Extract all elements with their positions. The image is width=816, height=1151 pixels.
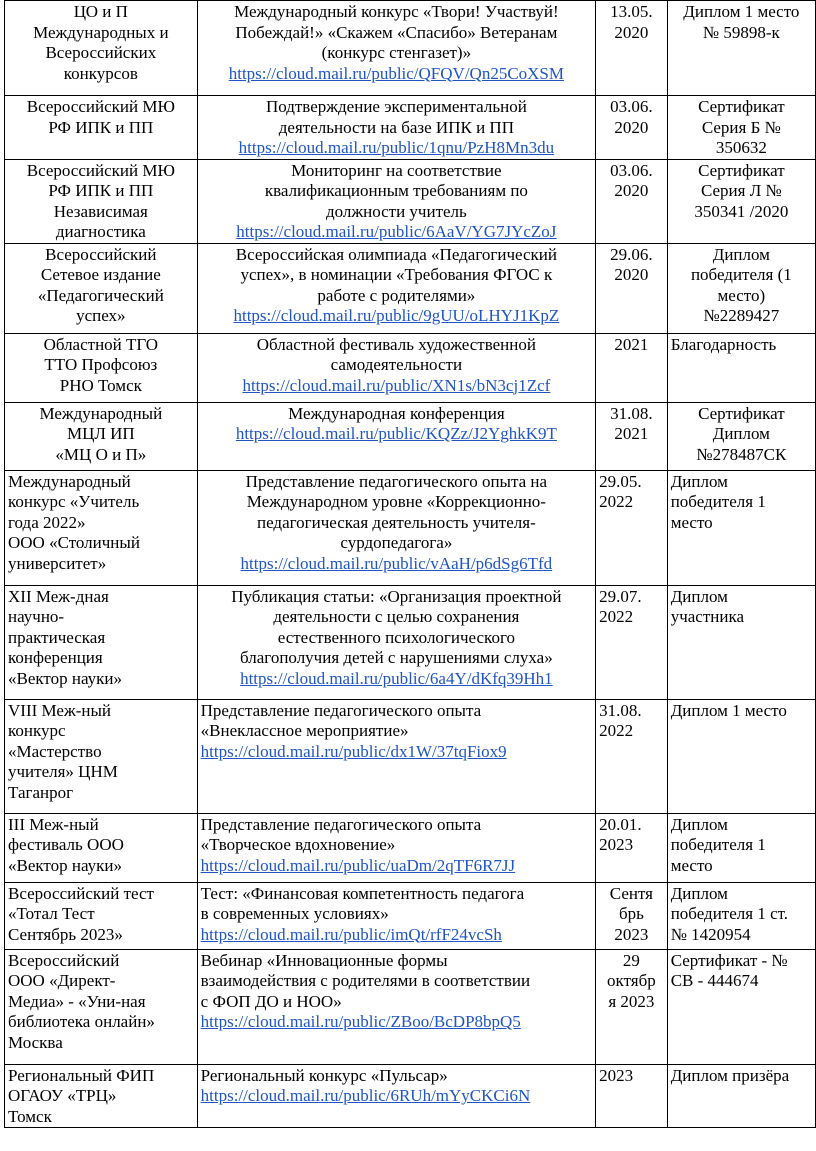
organizer-cell — [5, 159, 198, 243]
result-cell — [667, 159, 815, 243]
event-line: Международном уровне «Коррекционно- — [246, 492, 546, 511]
date-line: Сентя — [609, 883, 653, 903]
result-cell — [667, 243, 815, 333]
organizer-line: библиотека онлайн» — [8, 1012, 155, 1031]
table-row — [5, 243, 816, 333]
organizer-line: ЦО и П — [73, 2, 128, 21]
organizer-line: учителя» ЦНМ — [8, 762, 118, 781]
event-line: самодеятельности — [330, 355, 463, 374]
organizer-line: научно- — [8, 607, 65, 626]
organizer-line: Региональный ФИП — [8, 1065, 155, 1085]
result-line: Диплом — [712, 244, 770, 264]
awards-table-body — [5, 1, 816, 1128]
date-line: 2023 — [599, 1065, 634, 1085]
organizer-line: Томск — [8, 1106, 52, 1126]
date-cell — [596, 585, 668, 699]
event-line: Представление педагогического опыта — [200, 814, 482, 834]
organizer-cell — [5, 96, 198, 160]
table-row — [5, 1064, 816, 1128]
date-line: 31.08. — [599, 700, 642, 720]
organizer-line: VIII Меж-ный — [8, 700, 111, 720]
event-line: взаимодействия с родителями в соответствии — [200, 971, 531, 990]
date-cell — [596, 333, 668, 402]
date-line: 29.05. — [599, 471, 642, 491]
organizer-line: Независимая — [53, 201, 148, 221]
event-cell — [197, 333, 595, 402]
cloud-link[interactable]: https://cloud.mail.ru/public/1qnu/PzH8Mn3du — [238, 138, 555, 157]
result-cell — [667, 699, 815, 813]
organizer-line: конференция — [8, 648, 103, 667]
organizer-cell — [5, 585, 198, 699]
event-line: с ФОП ДО и НОО» — [200, 991, 342, 1011]
organizer-line: Всероссийских — [45, 43, 157, 62]
cloud-link[interactable]: https://cloud.mail.ru/public/9gUU/oLHYJ1KpZ — [233, 306, 560, 325]
organizer-line: Международный — [39, 403, 163, 423]
result-line: победителя 1 ст. — [670, 904, 789, 923]
organizer-line: Сентябрь 2023» — [8, 924, 123, 944]
table-row — [5, 96, 816, 160]
event-cell — [197, 882, 595, 949]
result-line: Диплом — [670, 883, 728, 903]
date-line: 2020 — [614, 117, 649, 137]
result-line: Сертификат — [698, 160, 785, 180]
organizer-line: Международных и — [33, 22, 169, 42]
organizer-line: «Вектор науки» — [8, 855, 123, 875]
result-line: Диплом — [670, 471, 728, 491]
date-line: 2022 — [599, 492, 634, 511]
organizer-line: успех» — [76, 306, 126, 325]
table-row — [5, 470, 816, 585]
organizer-line: «МЦ О и П» — [55, 444, 147, 464]
date-line: 29.07. — [599, 586, 642, 606]
organizer-cell — [5, 470, 198, 585]
event-line: Тест: «Финансовая компетентность педагога — [200, 883, 525, 903]
organizer-cell — [5, 949, 198, 1064]
table-row — [5, 949, 816, 1064]
result-line: №2289427 — [703, 306, 780, 325]
event-cell — [197, 585, 595, 699]
organizer-line: МЦЛ ИП — [66, 424, 135, 443]
date-line: 03.06. — [610, 97, 653, 116]
result-line: Сертификат - № — [670, 950, 788, 970]
organizer-line: ООО «Директ- — [8, 971, 116, 990]
result-line: Диплом — [712, 424, 770, 443]
organizer-cell — [5, 333, 198, 402]
organizer-cell — [5, 882, 198, 949]
date-cell — [596, 402, 668, 470]
organizer-line: года 2022» — [8, 512, 86, 532]
table-row — [5, 1, 816, 96]
organizer-line: Сетевое издание — [40, 265, 161, 284]
organizer-line: Всероссийский МЮ — [26, 160, 175, 180]
event-cell — [197, 159, 595, 243]
date-line: 29.06. — [610, 244, 653, 264]
cloud-link[interactable]: https://cloud.mail.ru/public/imQt/rfF24vcSh — [200, 924, 502, 944]
cloud-link[interactable]: https://cloud.mail.ru/public/uaDm/2qTF6R7JJ — [200, 855, 516, 875]
result-line: место — [670, 512, 713, 532]
date-cell — [596, 882, 668, 949]
event-cell — [197, 949, 595, 1064]
organizer-line: Всероссийский МЮ — [26, 97, 175, 116]
date-cell — [596, 699, 668, 813]
result-line: №278487СК — [696, 444, 787, 464]
table-row — [5, 402, 816, 470]
event-cell — [197, 1, 595, 96]
table-row — [5, 159, 816, 243]
cloud-link[interactable]: https://cloud.mail.ru/public/dx1W/37tqFiox9 — [200, 741, 507, 761]
organizer-line: фестиваль ООО — [8, 835, 124, 854]
organizer-line: III Меж-ный — [8, 814, 99, 834]
event-line: работе с родителями» — [317, 285, 476, 305]
organizer-line: «Педагогический — [37, 285, 164, 305]
date-line: 2022 — [599, 721, 634, 740]
organizer-line: «Мастерство — [8, 741, 102, 761]
organizer-line: Таганрог — [8, 782, 74, 802]
result-cell — [667, 1, 815, 96]
event-line: должности учитель — [325, 201, 467, 221]
event-line: в современных условиях» — [200, 904, 389, 923]
cloud-link[interactable]: https://cloud.mail.ru/public/ZBoo/BcDP8bpQ5 — [200, 1012, 521, 1031]
event-line: деятельности на базе ИПК и ПП — [278, 117, 514, 137]
event-cell — [197, 813, 595, 882]
result-line: участника — [670, 607, 745, 626]
organizer-line: диагностика — [55, 222, 146, 241]
organizer-line: Москва — [8, 1032, 63, 1052]
event-line: естественного психологического — [277, 627, 516, 647]
event-line: Подтверждение экспериментальной — [265, 97, 527, 116]
result-cell — [667, 470, 815, 585]
organizer-line: «Вектор науки» — [8, 668, 123, 688]
cloud-link[interactable]: https://cloud.mail.ru/public/6AaV/YG7JYcZoJ — [236, 222, 557, 241]
organizer-cell — [5, 1, 198, 96]
organizer-line: Всероссийский тест — [8, 883, 154, 903]
result-line: 350341 /2020 — [694, 201, 789, 221]
table-row — [5, 813, 816, 882]
event-cell — [197, 470, 595, 585]
event-line: успех», в номинации «Требования ФГОС к — [240, 265, 553, 284]
event-line: Представление педагогического опыта на — [245, 471, 548, 491]
result-cell — [667, 585, 815, 699]
result-line: Благодарность — [670, 334, 777, 354]
organizer-line: РФ ИПК и ПП — [48, 117, 154, 137]
table-row — [5, 585, 816, 699]
result-line: № 59898-к — [702, 22, 780, 42]
date-line: 2023 — [599, 835, 634, 854]
organizer-line: конкурс — [8, 721, 66, 740]
organizer-line: Международный — [8, 471, 131, 491]
event-line: Международный конкурс «Твори! Участвуй! — [234, 2, 559, 21]
table-row — [5, 333, 816, 402]
result-line: Сертификат — [698, 403, 785, 423]
event-line: «Внеклассное мероприятие» — [200, 721, 409, 740]
result-cell — [667, 333, 815, 402]
event-line: Областной фестиваль художественной — [256, 334, 536, 354]
organizer-cell — [5, 402, 198, 470]
result-cell — [667, 96, 815, 160]
event-line: педагогическая деятельность учителя- — [257, 512, 536, 532]
result-line: победителя (1 — [690, 265, 792, 284]
organizer-cell — [5, 813, 198, 882]
result-line: № 1420954 — [670, 924, 751, 944]
cloud-link[interactable]: https://cloud.mail.ru/public/XN1s/bN3cj1Zcf — [242, 375, 551, 395]
date-line: 03.06. — [610, 160, 653, 180]
date-line: 20.01. — [599, 814, 642, 834]
result-line: Диплом 1 место — [670, 700, 787, 720]
organizer-line: «Тотал Тест — [8, 904, 95, 923]
result-line: Диплом — [670, 586, 728, 606]
organizer-line: практическая — [8, 627, 106, 647]
date-line: я 2023 — [608, 991, 655, 1011]
table-row — [5, 699, 816, 813]
date-line: 2021 — [614, 424, 649, 443]
cloud-link[interactable]: https://cloud.mail.ru/public/6a4Y/dKfq39Hh1 — [240, 668, 553, 688]
organizer-line: ТТО Профсоюз — [44, 355, 158, 374]
result-cell — [667, 1064, 815, 1128]
organizer-cell — [5, 1064, 198, 1128]
result-cell — [667, 949, 815, 1064]
result-line: победителя 1 — [670, 492, 766, 511]
date-line: 13.05. — [610, 2, 653, 21]
date-cell — [596, 470, 668, 585]
event-line: Региональный конкурс «Пульсар» — [200, 1065, 448, 1085]
organizer-cell — [5, 243, 198, 333]
event-line: сурдопедагога» — [340, 533, 453, 552]
date-cell — [596, 243, 668, 333]
cloud-link[interactable]: https://cloud.mail.ru/public/vAaH/p6dSg6Tfd — [240, 553, 553, 573]
event-line: (конкурс стенгазет)» — [321, 43, 472, 62]
event-line: Вебинар «Инновационные формы — [200, 950, 448, 970]
result-line: Сертификат — [698, 97, 785, 116]
event-cell — [197, 699, 595, 813]
organizer-line: Областной ТГО — [43, 334, 159, 354]
date-line: 29 — [622, 950, 640, 970]
event-line: благополучия детей с нарушениями слуха» — [240, 648, 553, 667]
organizer-line: университет» — [8, 553, 107, 573]
event-line: Международная конференция — [288, 403, 505, 423]
result-line: победителя 1 — [670, 835, 766, 854]
organizer-line: ОГАОУ «ТРЦ» — [8, 1086, 117, 1105]
organizer-line: конкурс «Учитель — [8, 492, 140, 511]
date-line: брь — [618, 904, 644, 923]
date-cell — [596, 1064, 668, 1128]
organizer-line: XII Меж-дная — [8, 586, 109, 606]
date-line: 2022 — [599, 607, 634, 626]
cloud-link[interactable]: https://cloud.mail.ru/public/QFQV/Qn25CoXSM — [228, 63, 565, 83]
date-line: 2020 — [614, 22, 649, 42]
awards-table — [4, 0, 816, 1128]
date-cell — [596, 949, 668, 1064]
organizer-line: Медиа» - «Уни-ная — [8, 991, 146, 1011]
organizer-line: Всероссийский — [8, 950, 120, 970]
result-cell — [667, 882, 815, 949]
result-line: СВ - 444674 — [670, 971, 759, 990]
date-line: 2020 — [614, 181, 649, 200]
event-cell — [197, 243, 595, 333]
result-cell — [667, 813, 815, 882]
result-line: Диплом призёра — [670, 1065, 790, 1085]
event-cell — [197, 96, 595, 160]
organizer-line: конкурсов — [63, 63, 138, 83]
organizer-line: РФ ИПК и ПП — [48, 181, 154, 200]
result-line: Серия Л № — [700, 181, 782, 200]
date-line: 2021 — [614, 334, 649, 354]
event-cell — [197, 402, 595, 470]
date-cell — [596, 1, 668, 96]
event-line: Мониторинг на соответствие — [291, 160, 502, 180]
organizer-cell — [5, 699, 198, 813]
result-line: место — [670, 855, 713, 875]
organizer-line: РНО Томск — [59, 375, 142, 395]
result-line: Диплом 1 место — [683, 2, 800, 21]
date-line: октябр — [607, 971, 656, 990]
event-line: Всероссийская олимпиада «Педагогический — [235, 244, 557, 264]
date-cell — [596, 159, 668, 243]
result-line: место) — [717, 285, 766, 305]
result-line: Серия Б № — [701, 117, 781, 137]
result-line: Диплом — [670, 814, 728, 834]
date-line: 31.08. — [610, 403, 653, 423]
event-line: Публикация статьи: «Организация проектной — [231, 586, 562, 606]
event-line: квалификационным требованиям по — [264, 181, 528, 200]
date-cell — [596, 813, 668, 882]
cloud-link[interactable]: https://cloud.mail.ru/public/KQZz/J2YghkK9T — [235, 424, 557, 443]
event-line: Представление педагогического опыта — [200, 700, 482, 720]
date-cell — [596, 96, 668, 160]
event-line: «Творческое вдохновение» — [200, 835, 396, 854]
result-line: 350632 — [715, 138, 767, 157]
table-row — [5, 882, 816, 949]
event-line: деятельности с целью сохранения — [273, 607, 520, 626]
event-cell — [197, 1064, 595, 1128]
organizer-line: ООО «Столичный — [8, 533, 140, 552]
event-line: Побеждай!» «Скажем «Спасибо» Ветеранам — [235, 22, 558, 42]
result-cell — [667, 402, 815, 470]
date-line: 2023 — [614, 924, 649, 944]
cloud-link[interactable]: https://cloud.mail.ru/public/6RUh/mYyCKCi6N — [200, 1086, 531, 1105]
organizer-line: Всероссийский — [45, 244, 157, 264]
date-line: 2020 — [614, 265, 649, 284]
